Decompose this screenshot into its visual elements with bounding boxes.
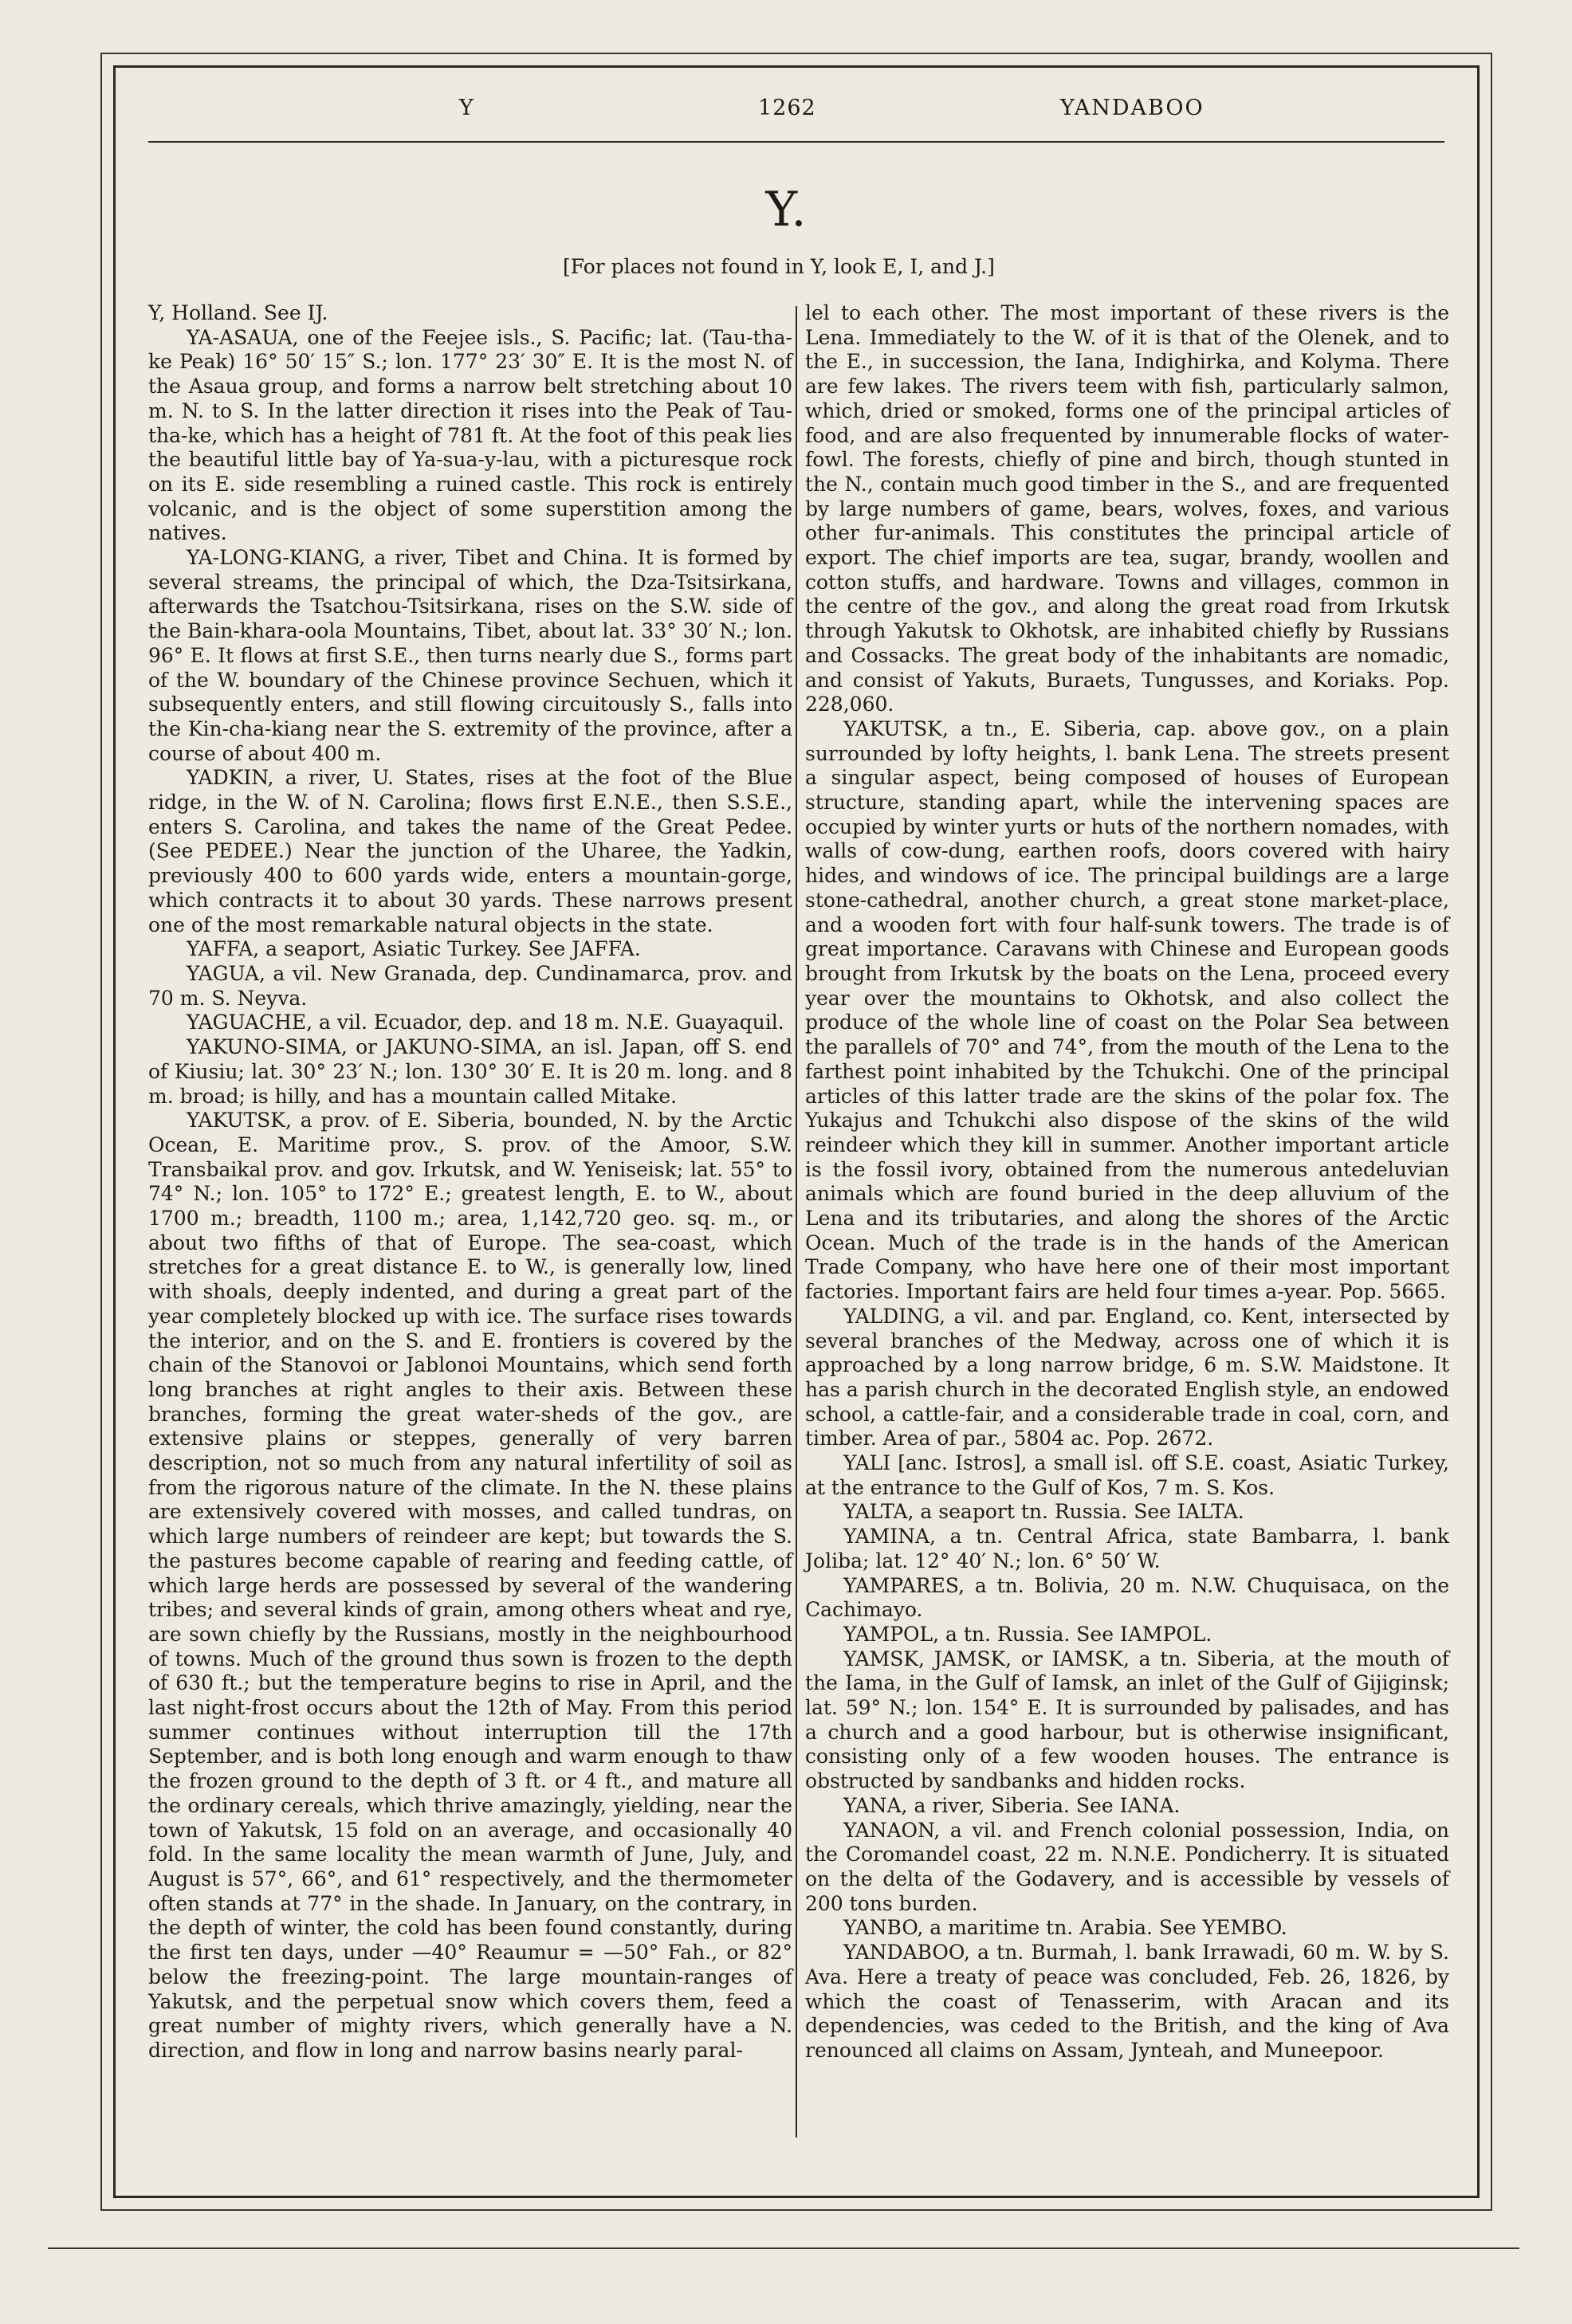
- entry-yakutsk-town: YAKUTSK, a tn., E. Siberia, cap. above gov., on a plain surrounded by lofty heights, l. bank Lena. The streets present a singular aspect, being composed of houses of European structure, standing apart, while the intervening spaces are occupied by winter yurts or huts of the northern nomades, with walls of cow-dung, earthen roofs, doors covered with hairy hides, and windows of ice. The principal buildings are a large stone-cathedral, another church, a great stone market-place, and a wooden fort with four half-sunk towers. The trade is of great importance. Caravans with Chinese and European goods brought from Irkutsk by the boats on the Lena, proceed every year over the mountains to Okhotsk, and also collect the produce of the whole line of coast on the Polar Sea between the parallels of 70° and 74°, from the mouth of the Lena to the farthest point inhabited by the Tchukchi. One of the principal articles of this latter trade are the skins of the polar fox. The Yukajus and Tchukchi also dispose of the skins of the wild reindeer which they kill in summer. Another important article is the fossil ivory, obtained from the numerous antedeluvian animals which are found buried in the deep alluvium of the Lena and its tributaries, and along the shores of the Arctic Ocean. Much of the trade is in the hands of the American Trade Company, who have here one of their most important factories. Important fairs are held four times a-year. Pop. 5665.: [805, 716, 1449, 1304]
- page-number: 1262: [758, 96, 816, 120]
- column-divider: [796, 306, 797, 2138]
- entry-yanaon: YANAON, a vil. and French colonial possession, India, on the Coromandel coast, 22 m. N.N.E. Pondicherry. It is situated on the delta of the Godavery, and is accessible by vessels of 200 tons burden.: [805, 1818, 1449, 1915]
- left-column: [148, 301, 792, 2063]
- entry-y-holland: Y, Holland. See IJ.: [148, 301, 328, 324]
- entry-yamina: YAMINA, a tn. Central Africa, state Bambarra, l. bank Joliba; lat. 12° 40′ N.; lon. 6° 50′ W.: [805, 1525, 1449, 1572]
- entry-yampares: YAMPARES, a tn. Bolivia, 20 m. N.W. Chuquisaca, on the Cachimayo.: [805, 1573, 1449, 1622]
- entry-yalding: YALDING, a vil. and par. England, co. Kent, intersected by several branches of the Medway, across one of which it is approached by a long narrow bridge, 6 m. S.W. Maidstone. It has a parish church in the decorated English style, an endowed school, a cattle-fair, and a considerable trade in coal, corn, and timber. Area of par., 5804 ac. Pop. 2672.: [805, 1304, 1449, 1451]
- entry-ya-long-kiang: YA-LONG-KIANG, a river, Tibet and China. It is formed by several streams, the principal of which, the Dza-Tsitsirkana, afterwards the Tsatchou-Tsitsirkana, rises on the S.W. side of the Bain-khara-oola Mountains, Tibet, about lat. 33° 30′ N.; lon. 96° E. It flows at first S.E., then turns nearly due S., forms part of the W. boundary of the Chinese province Sechuen, which it subsequently enters, and still flowing circuitously S., falls into the Kin-cha-kiang near the S. extremity of the province, after a course of about 400 m.: [148, 546, 792, 765]
- section-letter: Y.: [765, 182, 807, 238]
- entry-yakutsk-province: YAKUTSK, a prov. of E. Siberia, bounded, N. by the Arctic Ocean, E. Maritime prov., S. prov. of the Amoor, S.W. Transbaikal prov. and gov. Irkutsk, and W. Yeniseisk; lat. 55° to 74° N.; lon. 105° to 172° E.; greatest length, E. to W., about 1700 m.; breadth, 1100 m.; area, 1,142,720 geo. sq. m., or about two fifths of that of Europe. The sea-coast, which stretches for a great distance E. to W., is generally low, lined with shoals, deeply indented, and during a great part of the year completely blocked up with ice. The surface rises towards the interior, and on the S. and E. frontiers is covered by the chain of the Stanovoi or Jablonoi Mountains, which send forth long branches at right angles to their axis. Between these branches, forming the great water-sheds of the gov., are extensive plains or steppes, generally of very barren description, not so much from any natural infertility of soil as from the rigorous nature of the climate. In the N. these plains are extensively covered with mosses, and called tundras, on which large numbers of reindeer are kept; but towards the S. the pastures become capable of rearing and feeding cattle, of which large herds are possessed by several of the wandering tribes; and several kinds of grain, among others wheat and rye, are sown chiefly by the Russians, mostly in the neighbourhood of towns. Much of the ground thus sown is frozen to the depth of 630 ft.; but the temperature begins to rise in April, and the last night-frost occurs about the 12th of May. From this period summer continues without interruption till the 17th September, and is both long enough and warm enough to thaw the frozen ground to the depth of 3 ft. or 4 ft., and mature all the ordinary cereals, which thrive amazingly, yielding, near the town of Yakutsk, 15 fold on an average, and occasionally 40 fold. In the same locality the mean warmth of June, July, and August is 57°, 66°, and 61° respectively, and the thermometer often stands at 77° in the shade. In January, on the contrary, in the depth of winter, the cold has been found constantly, during the first ten days, under —40° Reaumur = —50° Fah., or 82° below the freezing-point. The large mountain-ranges of Yakutsk, and the perpetual snow which covers them, feed a great number of mighty rivers, which generally have a N. direction, and flow in long and narrow basins nearly paral-: [148, 1109, 792, 2062]
- section-note: [For places not found in Y, look E, I, and J.]: [563, 255, 995, 278]
- header-rule: [148, 141, 1444, 143]
- header-letter: Y: [459, 96, 474, 120]
- entry-yandaboo: YANDABOO, a tn. Burmah, l. bank Irrawadi, 60 m. W. by S. Ava. Here a treaty of peace was concluded, Feb. 26, 1826, by which the coast of Tenasserim, with Aracan and its dependencies, was ceded to the British, and the king of Ava renounced all claims on Assam, Jynteah, and Muneepoor.: [805, 1941, 1449, 2062]
- entry-ya-asaua: YA-ASAUA, one of the Feejee isls., S. Pacific; lat. (Tau-tha-ke Peak) 16° 50′ 15″ S.; lon. 177° 23′ 30″ E. It is the most N. of the Asaua group, and forms a narrow belt stretching about 10 m. N. to S. In the latter direction it rises into the Peak of Tau-tha-ke, which has a height of 781 ft. At the foot of this peak lies the beautiful little bay of Ya-sua-y-lau, with a picturesque rock on its E. side resembling a ruined castle. This rock is entirely volcanic, and is the object of some superstition among the natives.: [148, 325, 792, 545]
- header-catchword: YANDABOO: [1060, 96, 1205, 120]
- entry-yanbo: YANBO, a maritime tn. Arabia. See YEMBO.: [843, 1916, 1287, 1940]
- entry-yalta: YALTA, a seaport tn. Russia. See IALTA.: [843, 1500, 1244, 1524]
- right-column: [805, 301, 1449, 2063]
- entry-yaffa: YAFFA, a seaport, Asiatic Turkey. See JAFFA.: [187, 937, 641, 961]
- entry-yaguache: YAGUACHE, a vil. Ecuador, dep. and 18 m. N.E. Guayaquil.: [187, 1011, 784, 1034]
- entry-yakutsk-province-cont: lel to each other. The most important of these rivers is the Lena. Immediately to the W. of it is that of the Olenek, and to the E., in succession, the Iana, Indighirka, and Kolyma. There are few lakes. The rivers teem with fish, particularly salmon, which, dried or smoked, forms one of the principal articles of food, and are also frequented by innumerable flocks of water-fowl. The forests, chiefly of pine and birch, though stunted in the N., contain much good timber in the S., and are frequented by large numbers of game, bears, wolves, foxes, and various other fur-animals. This constitutes the principal article of export. The chief imports are tea, sugar, brandy, woollen and cotton stuffs, and hardware. Towns and villages, common in the centre of the gov., and along the great road from Irkutsk through Yakutsk to Okhotsk, are inhabited chiefly by Russians and Cossacks. The great body of the inhabitants are nomadic, and consist of Yakuts, Buraets, Tungusses, and Koriaks. Pop. 228,060.: [805, 301, 1449, 716]
- entry-yakuno-sima: YAKUNO-SIMA, or JAKUNO-SIMA, an isl. Japan, off S. end of Kiusiu; lat. 30° 23′ N.; lon. 130° 30′ E. It is 20 m. long. and 8 m. broad; is hilly, and has a mountain called Mitake.: [148, 1035, 792, 1108]
- entry-yamsk: YAMSK, JAMSK, or IAMSK, a tn. Siberia, at the mouth of the Iama, in the Gulf of Iamsk, an inlet of the Gulf of Gijiginsk; lat. 59° N.; lon. 154° E. It is surrounded by palisades, and has a church and a good harbour, but is otherwise insignificant, consisting only of a few wooden houses. The entrance is obstructed by sandbanks and hidden rocks.: [805, 1647, 1449, 1793]
- entry-yali: YALI [anc. Istros], a small isl. off S.E. coast, Asiatic Turkey, at the entrance to the Gulf of Kos, 7 m. S. Kos.: [805, 1451, 1449, 1499]
- bottom-rule: [48, 2247, 1519, 2249]
- entry-yagua: YAGUA, a vil. New Granada, dep. Cundinamarca, prov. and 70 m. S. Neyva.: [148, 961, 792, 1010]
- running-header: [148, 96, 1444, 143]
- entry-yampol: YAMPOL, a tn. Russia. See IAMPOL.: [843, 1622, 1212, 1646]
- entry-yana: YANA, a river, Siberia. See IANA.: [843, 1793, 1181, 1817]
- entry-yadkin: YADKIN, a river, U. States, rises at the foot of the Blue ridge, in the W. of N. Carolina; flows first E.N.E., then S.S.E., enters S. Carolina, and takes the name of the Great Pedee. (See PEDEE.) Near the junction of the Uharee, the Yadkin, previously 400 to 600 yards wide, enters a mountain-gorge, which contracts it to about 30 yards. These narrows present one of the most remarkable natural objects in the state.: [148, 766, 792, 936]
